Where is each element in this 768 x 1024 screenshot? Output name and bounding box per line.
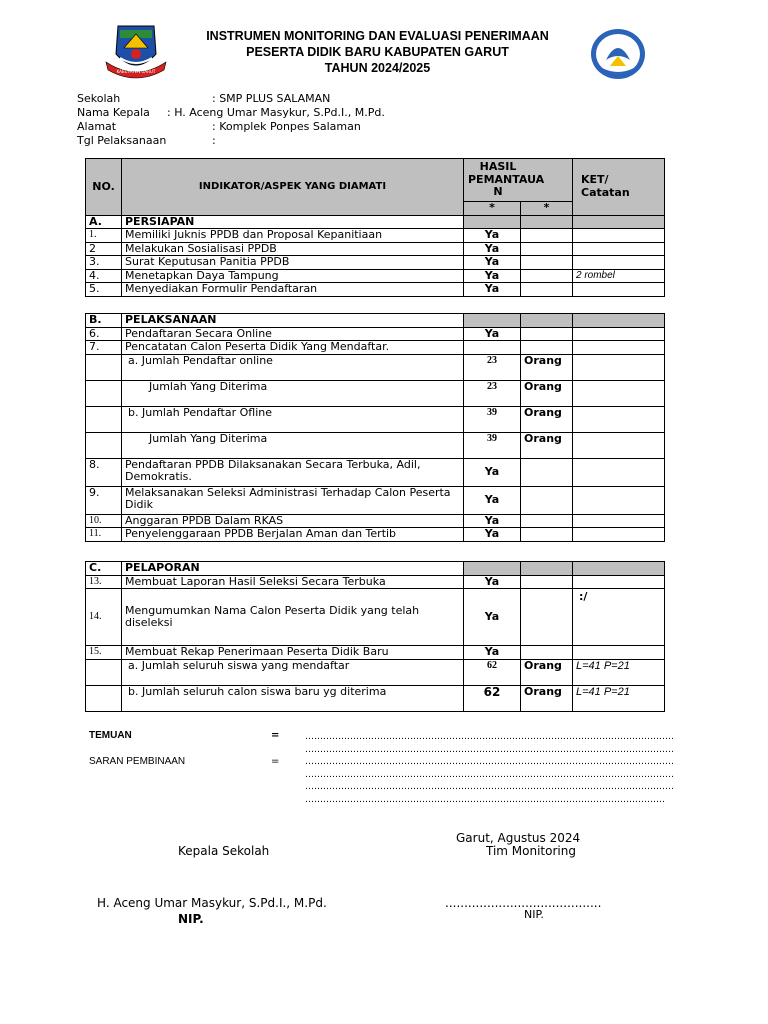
info-value: :	[212, 134, 216, 147]
row-hasil: Ya	[464, 458, 521, 486]
row-no: 10.	[86, 514, 122, 528]
row-hasil: Ya	[464, 269, 521, 283]
table-row	[86, 256, 665, 270]
row-ket: L=41 P=21	[573, 659, 665, 685]
table-row	[86, 575, 665, 589]
row-text: b. Jumlah seluruh calon siswa baru yg diterima	[122, 685, 464, 711]
table-row	[86, 486, 665, 514]
row-ket: :/	[573, 589, 665, 646]
section-b-header	[86, 314, 665, 328]
table-row	[86, 341, 665, 355]
row-text: Menyediakan Formulir Pendaftaran	[122, 283, 464, 297]
row-unit: Orang	[521, 380, 573, 406]
row-text: b. Jumlah Pendaftar Ofline	[122, 406, 464, 432]
row-unit: Orang	[521, 659, 573, 685]
info-kepala	[77, 106, 385, 120]
row-text: Jumlah Yang Diterima	[122, 380, 464, 406]
row-text: Menetapkan Daya Tampung	[122, 269, 464, 283]
info-label: Sekolah	[77, 92, 121, 105]
row-hasil: Ya	[464, 327, 521, 341]
row-unit: Orang	[521, 406, 573, 432]
row-no: 3.	[86, 256, 122, 270]
row-number: 23	[464, 354, 521, 380]
title-line-1: INSTRUMEN MONITORING DAN EVALUASI PENERIMAAN	[206, 29, 549, 43]
row-unit: Orang	[521, 432, 573, 458]
row-number: 39	[464, 406, 521, 432]
monitoring-table-persiapan	[85, 158, 665, 297]
info-label: Nama Kepala	[77, 106, 150, 119]
row-no: 14.	[86, 589, 122, 646]
row-no: 4.	[86, 269, 122, 283]
row-text: Surat Keputusan Panitia PPDB	[122, 256, 464, 270]
table-row	[86, 283, 665, 297]
row-hasil: Ya	[464, 283, 521, 297]
tut-wuri-handayani-logo	[590, 28, 646, 80]
temuan-eq: =	[271, 730, 280, 741]
tim-monitoring-title: Tim Monitoring	[486, 844, 576, 858]
table-row	[86, 406, 665, 432]
dotted-line: ……………………………………………………………………………………………………………	[305, 744, 674, 755]
row-text: Membuat Rekap Penerimaan Peserta Didik Baru	[122, 646, 464, 660]
col-star-1: *	[464, 202, 521, 216]
kepala-nip: NIP.	[178, 912, 204, 926]
garut-emblem-logo	[104, 24, 168, 82]
table-row	[86, 528, 665, 542]
table-row	[86, 659, 665, 685]
row-no: 8.	[86, 458, 122, 486]
row-no: 2	[86, 242, 122, 256]
row-text: Memiliki Juknis PPDB dan Proposal Kepanitiaan	[122, 229, 464, 243]
row-text: Anggaran PPDB Dalam RKAS	[122, 514, 464, 528]
row-number: 62	[464, 659, 521, 685]
section-title: PERSIAPAN	[122, 215, 464, 229]
section-code: B.	[86, 314, 122, 328]
col-hasil-label: HASIL PEMANTAUA N	[468, 160, 545, 198]
dotted-line: ……………………………………………………………………………………………………………	[305, 757, 674, 767]
row-ket: L=41 P=21	[573, 685, 665, 711]
col-indikator: INDIKATOR/ASPEK YANG DIAMATI	[122, 159, 464, 216]
section-code: C.	[86, 562, 122, 576]
row-text: Melakukan Sosialisasi PPDB	[122, 242, 464, 256]
tim-signature-line: .........................................	[445, 896, 602, 910]
table-row	[86, 646, 665, 660]
row-text: a. Jumlah seluruh siswa yang mendaftar	[122, 659, 464, 685]
table-header-row	[86, 159, 665, 202]
col-hasil	[464, 159, 573, 202]
section-title: PELAPORAN	[122, 562, 464, 576]
table-row	[86, 354, 665, 380]
row-text: Melaksanakan Seleksi Administrasi Terhadap Calon Peserta Didik	[122, 486, 464, 514]
info-alamat	[77, 120, 385, 134]
row-number: 39	[464, 432, 521, 458]
saran-label: SARAN PEMBINAAN	[89, 756, 186, 767]
row-text: Membuat Laporan Hasil Seleksi Secara Terbuka	[122, 575, 464, 589]
tim-nip: NIP.	[524, 908, 544, 921]
table-row	[86, 685, 665, 711]
table-row	[86, 327, 665, 341]
info-tgl	[77, 134, 385, 148]
info-value: : H. Aceng Umar Masykur, S.Pd.I., M.Pd.	[167, 106, 385, 119]
row-text: Pendaftaran Secara Online	[122, 327, 464, 341]
table-row	[86, 242, 665, 256]
row-text: Pendaftaran PPDB Dilaksanakan Secara Terbuka, Adil, Demokratis.	[122, 458, 464, 486]
table-row	[86, 589, 665, 646]
row-hasil: Ya	[464, 575, 521, 589]
row-no: 9.	[86, 486, 122, 514]
row-no: 6.	[86, 327, 122, 341]
table-row	[86, 269, 665, 283]
info-value: : SMP PLUS SALAMAN	[212, 92, 331, 105]
row-unit: Orang	[521, 685, 573, 711]
row-text: Jumlah Yang Diterima	[122, 432, 464, 458]
title-line-3: TAHUN 2024/2025	[324, 61, 431, 75]
section-code: A.	[86, 215, 122, 229]
table-row	[86, 229, 665, 243]
dotted-line: ……………………………………………………………………………………………………………	[305, 782, 674, 792]
table-row	[86, 432, 665, 458]
table-row	[86, 380, 665, 406]
row-hasil: Ya	[464, 589, 521, 646]
row-hasil: Ya	[464, 646, 521, 660]
row-hasil: Ya	[464, 229, 521, 243]
section-title: PELAKSANAAN	[122, 314, 464, 328]
monitoring-table-pelaksanaan	[85, 313, 665, 542]
row-hasil: Ya	[464, 242, 521, 256]
info-label: Tgl Pelaksanaan	[77, 134, 167, 147]
table-row	[86, 458, 665, 486]
kepala-sekolah-title: Kepala Sekolah	[178, 844, 270, 858]
table-row	[86, 514, 665, 528]
info-sekolah	[77, 92, 385, 106]
saran-eq: =	[271, 756, 280, 767]
dotted-line: …………………………………………………………………………………………………………	[305, 794, 665, 805]
row-no: 15.	[86, 646, 122, 660]
row-hasil: Ya	[464, 528, 521, 542]
dotted-line: ……………………………………………………………………………………………………………	[305, 769, 674, 780]
temuan-saran-lines	[305, 731, 715, 806]
col-no: NO.	[86, 159, 122, 216]
row-text: Pencatatan Calon Peserta Didik Yang Mendaftar.	[122, 341, 464, 355]
row-no: 5.	[86, 283, 122, 297]
school-info	[77, 92, 385, 148]
row-hasil: Ya	[464, 256, 521, 270]
row-no: 1.	[86, 229, 122, 243]
dotted-line: ……………………………………………………………………………………………………………	[305, 732, 674, 742]
row-no: 13.	[86, 575, 122, 589]
row-no: 7.	[86, 341, 122, 355]
col-ket: KET/ Catatan	[573, 159, 665, 216]
info-value: : Komplek Ponpes Salaman	[212, 120, 361, 133]
title-line-2: PESERTA DIDIK BARU KABUPATEN GARUT	[246, 45, 509, 59]
row-no: 11.	[86, 528, 122, 542]
temuan-label: TEMUAN	[89, 730, 132, 741]
info-label: Alamat	[77, 120, 117, 133]
document-title	[180, 28, 575, 76]
row-hasil: Ya	[464, 514, 521, 528]
row-text: Mengumumkan Nama Calon Peserta Didik yang telah diseleksi	[122, 589, 464, 646]
row-hasil: Ya	[464, 486, 521, 514]
row-text: Penyelenggaraan PPDB Berjalan Aman dan Tertib	[122, 528, 464, 542]
monitoring-table-pelaporan	[85, 561, 665, 712]
row-number: 62	[464, 685, 521, 711]
row-unit: Orang	[521, 354, 573, 380]
svg-text:KABUPATEN GARUT: KABUPATEN GARUT	[116, 69, 156, 74]
section-c-header	[86, 562, 665, 576]
section-a-header	[86, 215, 665, 229]
row-number: 23	[464, 380, 521, 406]
place-date: Garut, Agustus 2024	[456, 831, 581, 845]
row-ket: 2 rombel	[573, 269, 665, 283]
svg-text:TUT WURI HANDAYANI: TUT WURI HANDAY	[600, 35, 639, 51]
col-star-2: *	[521, 202, 573, 216]
kepala-sekolah-name: H. Aceng Umar Masykur, S.Pd.I., M.Pd.	[97, 896, 327, 910]
row-text: a. Jumlah Pendaftar online	[122, 354, 464, 380]
